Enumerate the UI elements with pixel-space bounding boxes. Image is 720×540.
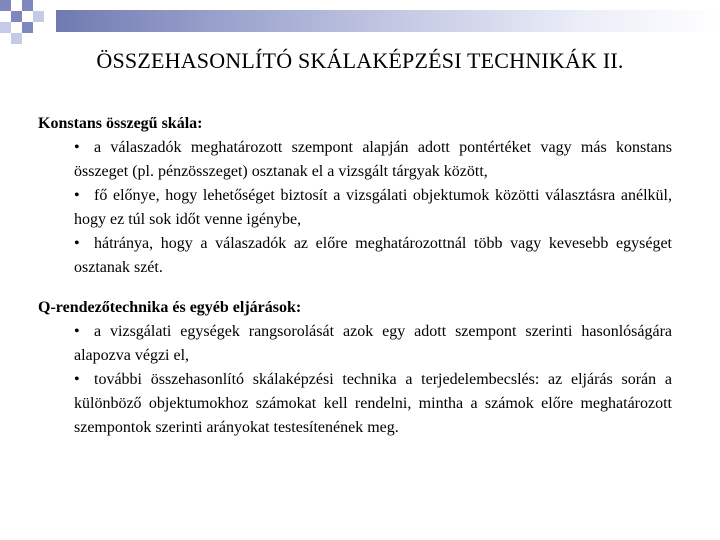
bullet-icon: •	[74, 139, 80, 156]
section-q-sort	[38, 296, 672, 440]
list-item-text: a válaszadók meghatározott szempont alapján adott pontértéket vagy más konstans összeget (pl. pénzösszeget) osztanak el a vizsgált tárgyak között,	[74, 139, 672, 180]
checker-square	[11, 33, 22, 44]
slide-content	[38, 112, 672, 440]
checker-square	[22, 22, 33, 33]
checker-square	[33, 11, 44, 22]
list-item-text: fő előnye, hogy lehetőséget biztosít a vizsgálati objektumok közötti választásra anélkül, hogy ez túl sok időt venne igénybe,	[74, 187, 672, 228]
list-item	[74, 320, 672, 368]
list-item-text: további összehasonlító skálaképzési technika a terjedelembecslés: az eljárás során a különböző objektumokhoz számokat kell rendelni, mintha a számok előre meghatározott szempontok szerinti arányokat testesítenének meg.	[74, 371, 672, 436]
slide-title: ÖSSZEHASONLÍTÓ SKÁLAKÉPZÉSI TECHNIKÁK II.	[96, 48, 624, 73]
list-item	[74, 232, 672, 280]
header-gradient-band	[56, 10, 720, 32]
bullet-icon: •	[74, 235, 80, 252]
checker-square	[11, 11, 22, 22]
bullet-list	[38, 136, 672, 280]
list-item	[74, 184, 672, 232]
list-item	[74, 368, 672, 440]
bullet-icon: •	[74, 323, 80, 340]
list-item-text: hátránya, hogy a válaszadók az előre meghatározottnál több vagy kevesebb egységet osztanak szét.	[74, 235, 672, 276]
checker-square	[0, 0, 11, 11]
decorative-checker-pattern	[0, 0, 60, 44]
list-item-text: a vizsgálati egységek rangsorolását azok egy adott szempont szerinti hasonlóságára alapozva végzi el,	[74, 323, 672, 364]
checker-square	[22, 0, 33, 11]
section-heading: Konstans összegű skála:	[38, 115, 203, 132]
bullet-list	[38, 320, 672, 440]
list-item	[74, 136, 672, 184]
bullet-icon: •	[74, 187, 80, 204]
checker-square	[0, 22, 11, 33]
section-constant-sum	[38, 112, 672, 280]
section-heading: Q-rendezőtechnika és egyéb eljárások:	[38, 299, 302, 316]
bullet-icon: •	[74, 371, 80, 388]
